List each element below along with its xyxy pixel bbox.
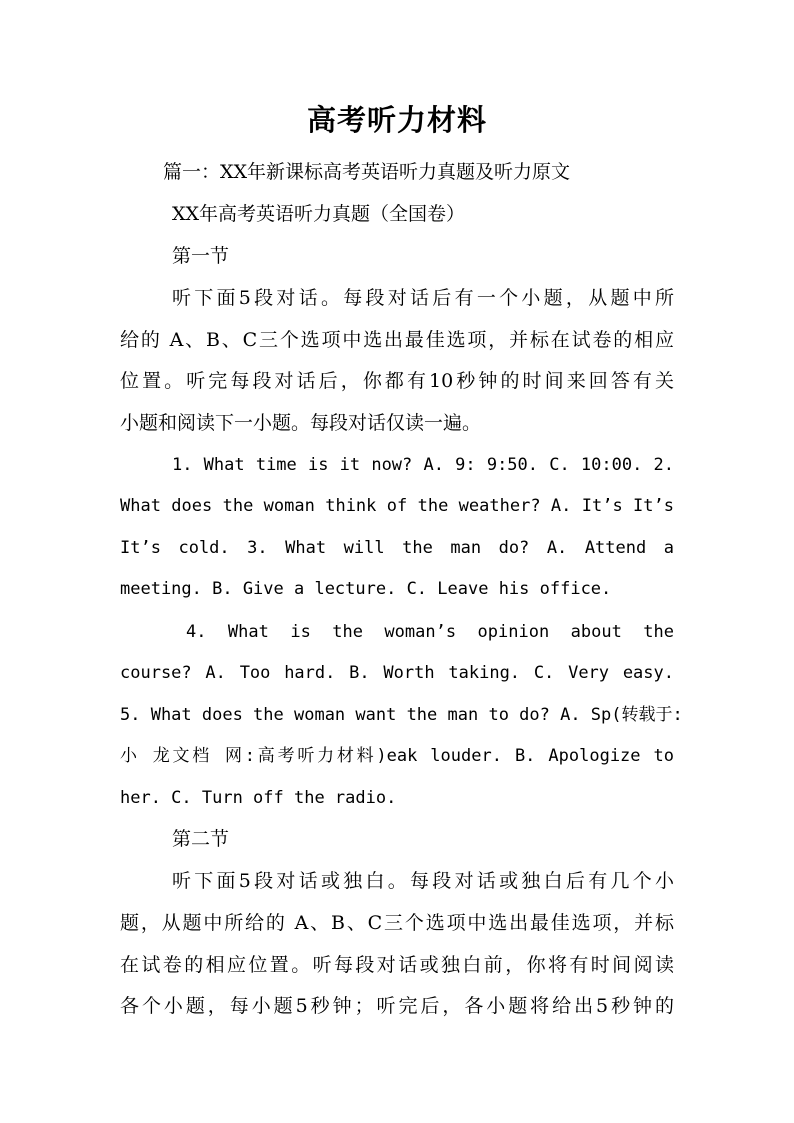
question-line: her. C. Turn off the radio. — [120, 788, 397, 808]
question-line: 1. What time is it now? A. 9: 9:50. C. 10:00. 2. — [172, 455, 674, 475]
question-line: 5. What does the woman want the man to do? A. Sp(转载于: — [120, 705, 683, 725]
question-line: What does the woman think of the weather? A. It’s It’s — [120, 496, 674, 516]
paragraph-line: 听下面5段对话或独白。每段对话或独白后有几个小 — [172, 870, 674, 892]
section-one-heading: 第一节 — [172, 245, 230, 267]
question-line: It’s cold. 3. What will the man do? A. Attend a — [120, 538, 674, 558]
document-title: 高考听力材料 — [306, 103, 487, 137]
question-line: meeting. B. Give a lecture. C. Leave his office. — [120, 579, 612, 599]
paragraph-line: 给的 A、B、C三个选项中选出最佳选项，并标在试卷的相应 — [120, 329, 674, 351]
paragraph-line: 在试卷的相应位置。听每段对话或独白前，你将有时间阅读 — [120, 954, 674, 976]
paragraph-line: 小题和阅读下一小题。每段对话仅读一遍。 — [120, 412, 482, 434]
section-two-heading: 第二节 — [172, 828, 230, 850]
question-line: 4. What is the woman’s opinion about the — [186, 622, 674, 642]
paragraph-line: 题，从题中所给的 A、B、C三个选项中选出最佳选项，并标 — [120, 912, 674, 934]
exam-subtitle: XX年高考英语听力真题（全国卷） — [172, 203, 466, 225]
paragraph-line: 听下面5段对话。每段对话后有一个小题，从题中所 — [172, 287, 674, 309]
question-line: course? A. Too hard. B. Worth taking. C. Very easy. — [120, 663, 674, 683]
paragraph-line: 各个小题，每小题5秒钟；听完后，各小题将给出5秒钟的 — [120, 995, 674, 1017]
paragraph-line: 位置。听完每段对话后，你都有10秒钟的时间来回答有关 — [120, 370, 674, 392]
question-line: 小 龙文档 网:高考听力材料)eak louder. B. Apologize to — [120, 746, 674, 766]
article-heading: 篇一：XX年新课标高考英语听力真题及听力原文 — [163, 161, 571, 183]
